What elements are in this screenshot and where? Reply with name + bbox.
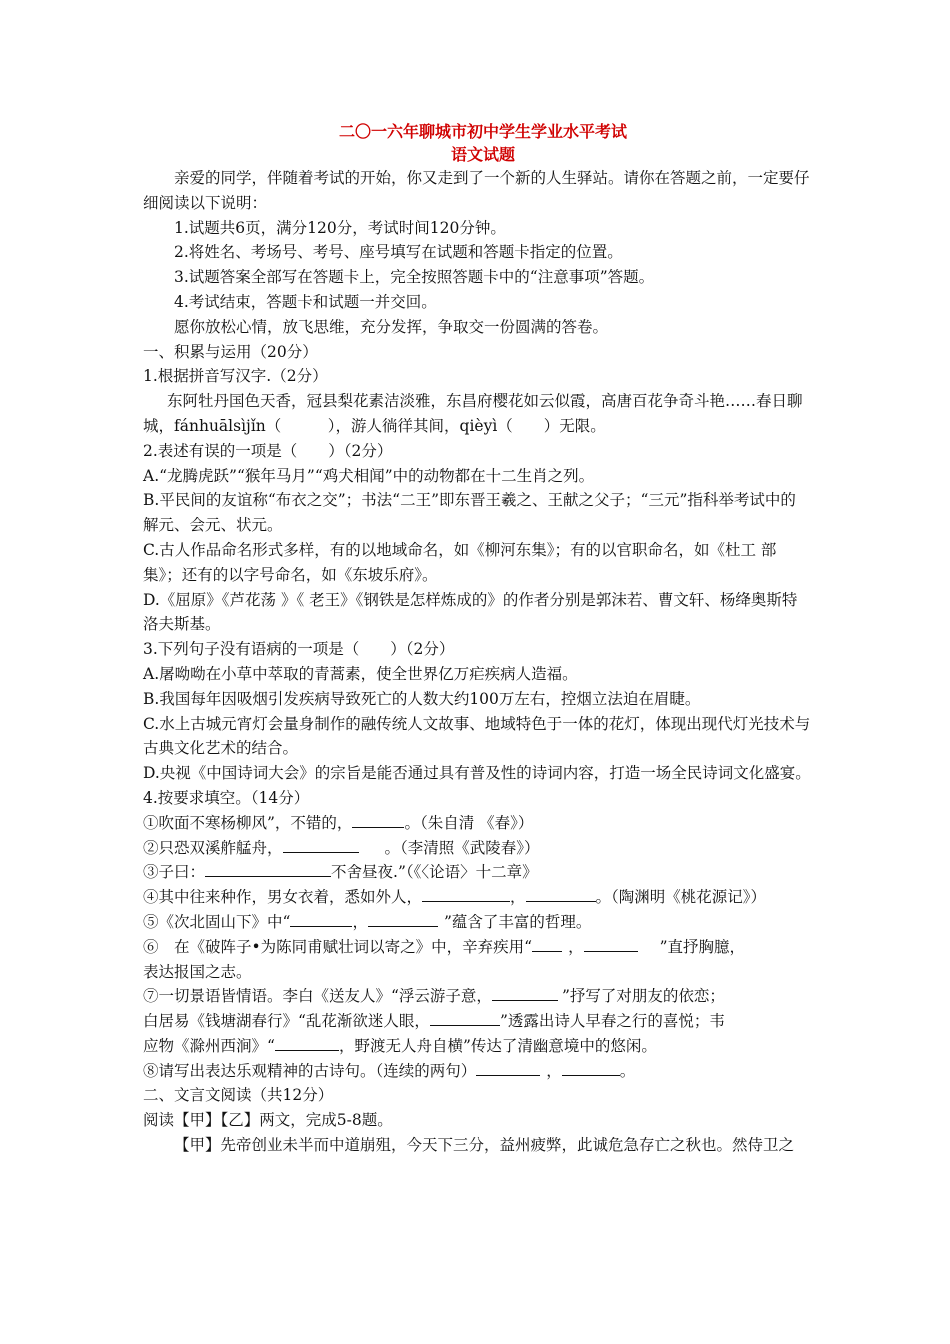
- answer-blank: [352, 811, 404, 828]
- q4-item-7-tail3: ，野渡无人舟自横”传达了清幽意境中的悠闲。: [338, 1036, 657, 1055]
- q4-item-2-source: 。（李清照《武陵春》）: [384, 838, 540, 857]
- answer-blank: [205, 860, 331, 877]
- q4-stem: 4.按要求填空。（14分）: [143, 788, 310, 807]
- q4-item-4-text: ④其中往来种作，男女衣着，悉如外人，: [143, 888, 423, 907]
- q4-item-7-text2: 白居易《钱塘湖春行》“乱花渐欲迷人眼，: [143, 1012, 430, 1031]
- q4-item-7-text: ⑦一切景语皆情语。李白《送友人》“浮云游子意，: [143, 987, 492, 1006]
- q4-item-4: [143, 885, 811, 910]
- q4-item-6: [143, 935, 811, 960]
- intro-paragraph: 亲爱的同学，伴随着考试的开始，你又走到了一个新的人生驿站。请你在答题之前，一定要仔细阅读以下说明：: [143, 169, 810, 212]
- q4-item-5-comma: ，: [352, 912, 368, 931]
- q1-text: 东阿牡丹国色天香，冠县梨花素洁淡雅，东昌府樱花如云似霞，高唐百花争奇斗艳……春日聊城，fánhuālsìjǐn（ ），游人徜徉其间，qièyì（ ）无限。: [143, 392, 803, 435]
- q4-item-7-line2: [143, 1009, 811, 1034]
- q4-item-7-text3: 应物《滁州西涧》“: [143, 1036, 275, 1055]
- exam-title: 二〇一六年聊城市初中学生学业水平考试: [338, 122, 627, 141]
- q4-item-2-text: ②只恐双溪舴艋舟，: [143, 838, 283, 857]
- q3-option-b: B.我国每年因吸烟引发疾病导致死亡的人数大约100万左右，控烟立法迫在眉睫。: [143, 689, 701, 708]
- q4-item-6-text: ⑥ 在《破阵子•为陈同甫赋壮词以寄之》中，辛弃疾用“: [143, 937, 533, 956]
- q4-item-8-comma: ，: [546, 1061, 562, 1080]
- q4-item-7-tail: ”抒写了对朋友的依恋；: [561, 987, 725, 1006]
- passage-jia: 【甲】先帝创业未半而中道崩殂，今天下三分，益州疲弊，此诚危急存亡之秋也。然侍卫之: [174, 1136, 795, 1155]
- instruction-2: 2.将姓名、考场号、考号、座号填写在试题和答题卡指定的位置。: [174, 243, 623, 262]
- q4-item-7-tail2: ”透露出诗人早春之行的喜悦；韦: [499, 1012, 725, 1031]
- q2-option-d: D.《屈原》《芦花荡 》《 老王》《钢铁是怎样炼成的》的作者分别是郭沫若、曹文轩、杨绛奥斯特洛夫斯基。: [143, 590, 798, 634]
- q3-stem: 3.下列句子没有语病的一项是（ ）（2分）: [143, 640, 455, 659]
- q4-item-8: [143, 1059, 811, 1084]
- exam-page: [143, 120, 811, 1158]
- q4-item-6-tail: ”直抒胸臆，: [659, 937, 746, 956]
- section-1-heading: 一、积累与运用（20分）: [143, 342, 318, 361]
- answer-blank: [275, 1034, 339, 1051]
- answer-blank: [532, 935, 562, 952]
- q4-item-3-text: ③子曰：: [143, 863, 206, 882]
- q4-item-5-tail: ”蕴含了丰富的哲理。: [443, 912, 592, 931]
- q4-item-5: [143, 910, 811, 935]
- answer-blank: [562, 1059, 620, 1076]
- answer-blank: [526, 885, 596, 902]
- answer-blank: [368, 910, 438, 927]
- q1-stem: 1.根据拼音写汉字.（2分）: [143, 367, 328, 386]
- q4-item-2: [143, 836, 811, 861]
- q2-option-c: C.古人作品命名形式多样，有的以地域命名，如《柳河东集》；有的以官职命名，如《杜工 部集》；还有的以字号命名，如《东坡乐府》。: [143, 540, 777, 584]
- q3-option-c: C.水上古城元宵灯会量身制作的融传统人文故事、地域特色于一体的花灯，体现出现代灯光技术与古典文化艺术的结合。: [143, 714, 811, 758]
- q3-option-a: A.屠呦呦在小草中萃取的青蒿素，使全世界亿万疟疾病人造福。: [143, 664, 578, 683]
- q4-item-6-cont: 表达报国之志。: [143, 962, 252, 981]
- q4-item-1: [143, 811, 811, 836]
- answer-blank: [492, 984, 558, 1001]
- answer-blank: [290, 910, 352, 927]
- answer-blank: [283, 836, 359, 853]
- answer-blank: [422, 885, 510, 902]
- q3-option-d: D.央视《中国诗词大会》的宗旨是能否通过具有普及性的诗词内容，打造一场全民诗词文化盛宴。: [143, 764, 811, 783]
- q4-item-3: [143, 860, 811, 885]
- q4-item-5-text: ⑤《次北固山下》中“: [143, 912, 291, 931]
- instruction-4: 4.考试结束，答题卡和试题一并交回。: [174, 292, 437, 311]
- instruction-1: 1.试题共6页，满分120分，考试时间120分钟。: [174, 218, 506, 237]
- q4-item-8-end: 。: [619, 1061, 636, 1080]
- q4-item-7: [143, 984, 811, 1009]
- q4-item-4-source: 。（陶渊明《桃花源记》）: [595, 888, 767, 907]
- q4-item-4-comma: ，: [510, 888, 526, 907]
- q4-item-7-line3: [143, 1034, 811, 1059]
- q4-item-1-text: ①吹面不寒杨柳风”，不错的，: [143, 813, 353, 832]
- section-2-heading: 二、文言文阅读（共12分）: [143, 1086, 334, 1105]
- q4-item-8-text: ⑧请写出表达乐观精神的古诗句。（连续的两句）: [143, 1061, 477, 1080]
- reading-instruction: 阅读【甲】【乙】两文，完成5-8题。: [143, 1111, 393, 1130]
- exam-subtitle: 语文试题: [450, 145, 515, 164]
- q4-item-6-comma: ，: [568, 937, 584, 956]
- q2-option-b: B.平民间的友谊称“布衣之交”；书法“二王”即东晋王羲之、王献之父子；“三元”指科举考试中的解元、会元、状元。: [143, 491, 796, 535]
- q4-item-1-source: 。（朱自清 《春》）: [404, 813, 534, 832]
- answer-blank: [476, 1059, 540, 1076]
- q2-stem: 2.表述有误的一项是（ ）（2分）: [143, 441, 393, 460]
- instruction-3: 3.试题答案全部写在答题卡上，完全按照答题卡中的“注意事项”答题。: [174, 268, 655, 287]
- q4-item-3-source: 不舍昼夜.”（《〈论语〉十二章》: [331, 863, 538, 882]
- answer-blank: [584, 935, 638, 952]
- answer-blank: [430, 1009, 500, 1026]
- q2-option-a: A.“龙腾虎跃”“猴年马月”“鸡犬相闻”中的动物都在十二生肖之列。: [143, 466, 595, 485]
- wish-text: 愿你放松心情，放飞思维，充分发挥，争取交一份圆满的答卷。: [174, 317, 609, 336]
